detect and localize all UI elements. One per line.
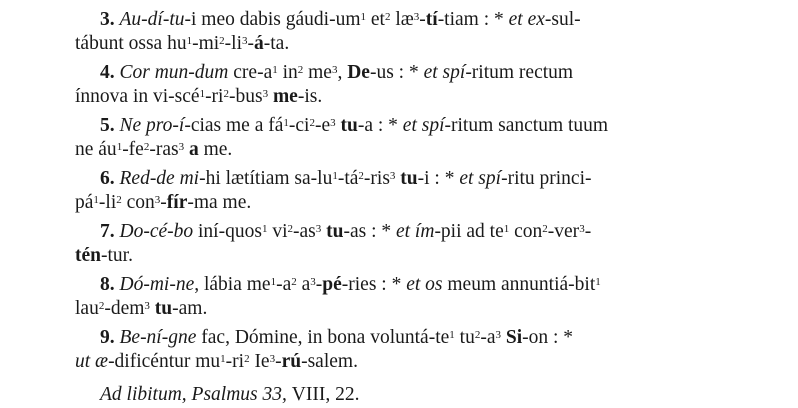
verse-line2-rich: lau$^2$-dem$^3$ tu-am. [75,297,208,319]
verse [75,167,748,214]
verse-number: 4. [100,62,115,83]
verse-line2-rich: $pá^1-li^2$ con$^3$-fír-ma me. [75,191,252,213]
verse-line2-rich: tábunt ossa $hu^1-mi^2-li^3-á-ta$. [75,32,290,54]
verse [75,61,748,108]
verse [75,220,748,267]
verse-line2-rich: ut æ-dificéntur $mu^1-ri^2$ Ie$^3$-rú-salem. [75,350,358,372]
verse-line1-rich: Au-dí-tu-i meo dabis gáudi-$um^1$ $et^2$ $læ^3-tí$-tiam : * et ex-sul- [119,9,581,30]
verse [75,326,748,373]
verse-line1-rich: Cor mun-dum cre-$a^1$ $in^2$ $me^3$, De-us : * et spí-ritum rectum [119,62,574,83]
verse-line2-rich: ne $áu^1-fe^2-ras^3$ a me. [75,138,233,160]
verse-line1-rich: Dó-mi-ne, lábia $me^1-a^2$ $a^3-pé$-ries : * et os meum annuntiá-bit$^1$ [119,274,601,295]
verse-line1-rich: Do-cé-bo iní-quos$^1$ $vi^2-as^3$ tu-as : * et ím-pii ad $te^1$ con$^2$-ver$^3$- [119,221,592,242]
verse-line1-rich: Red-de mi-hi lætítiam $sa-lu^1-tá^2-ris^3$ tu-i : * et spí-ritu princi- [119,168,592,189]
verse-number: 3. [100,9,115,30]
citation-source: Ad libitum, Psalmus 33, [100,384,287,405]
verse-number: 7. [100,221,115,242]
citation-reference: VIII, 22. [291,384,360,405]
verse-number: 5. [100,115,115,136]
verse [75,8,748,55]
verse [75,114,748,161]
verse-line1-rich: Be-ní-gne fac, Dómine, in bona voluntá-$te^1$ $tu^2-a^3$ Si-on : * [119,327,574,348]
verse-line2-rich: tén-tur. [75,244,133,266]
verse-number: 9. [100,327,115,348]
verse-number: 8. [100,274,115,295]
verse-number: 6. [100,168,115,189]
citation [75,383,748,407]
verse [75,273,748,320]
verse-line1-rich: Ne pro-í-cias me a $fá^1-ci^2-e^3$ tu-a : * et spí-ritum sanctum tuum [119,115,609,136]
verse-line2-rich: ínnova in $vi-scé^1-ri^2-bus^3$ me-is. [75,85,323,107]
